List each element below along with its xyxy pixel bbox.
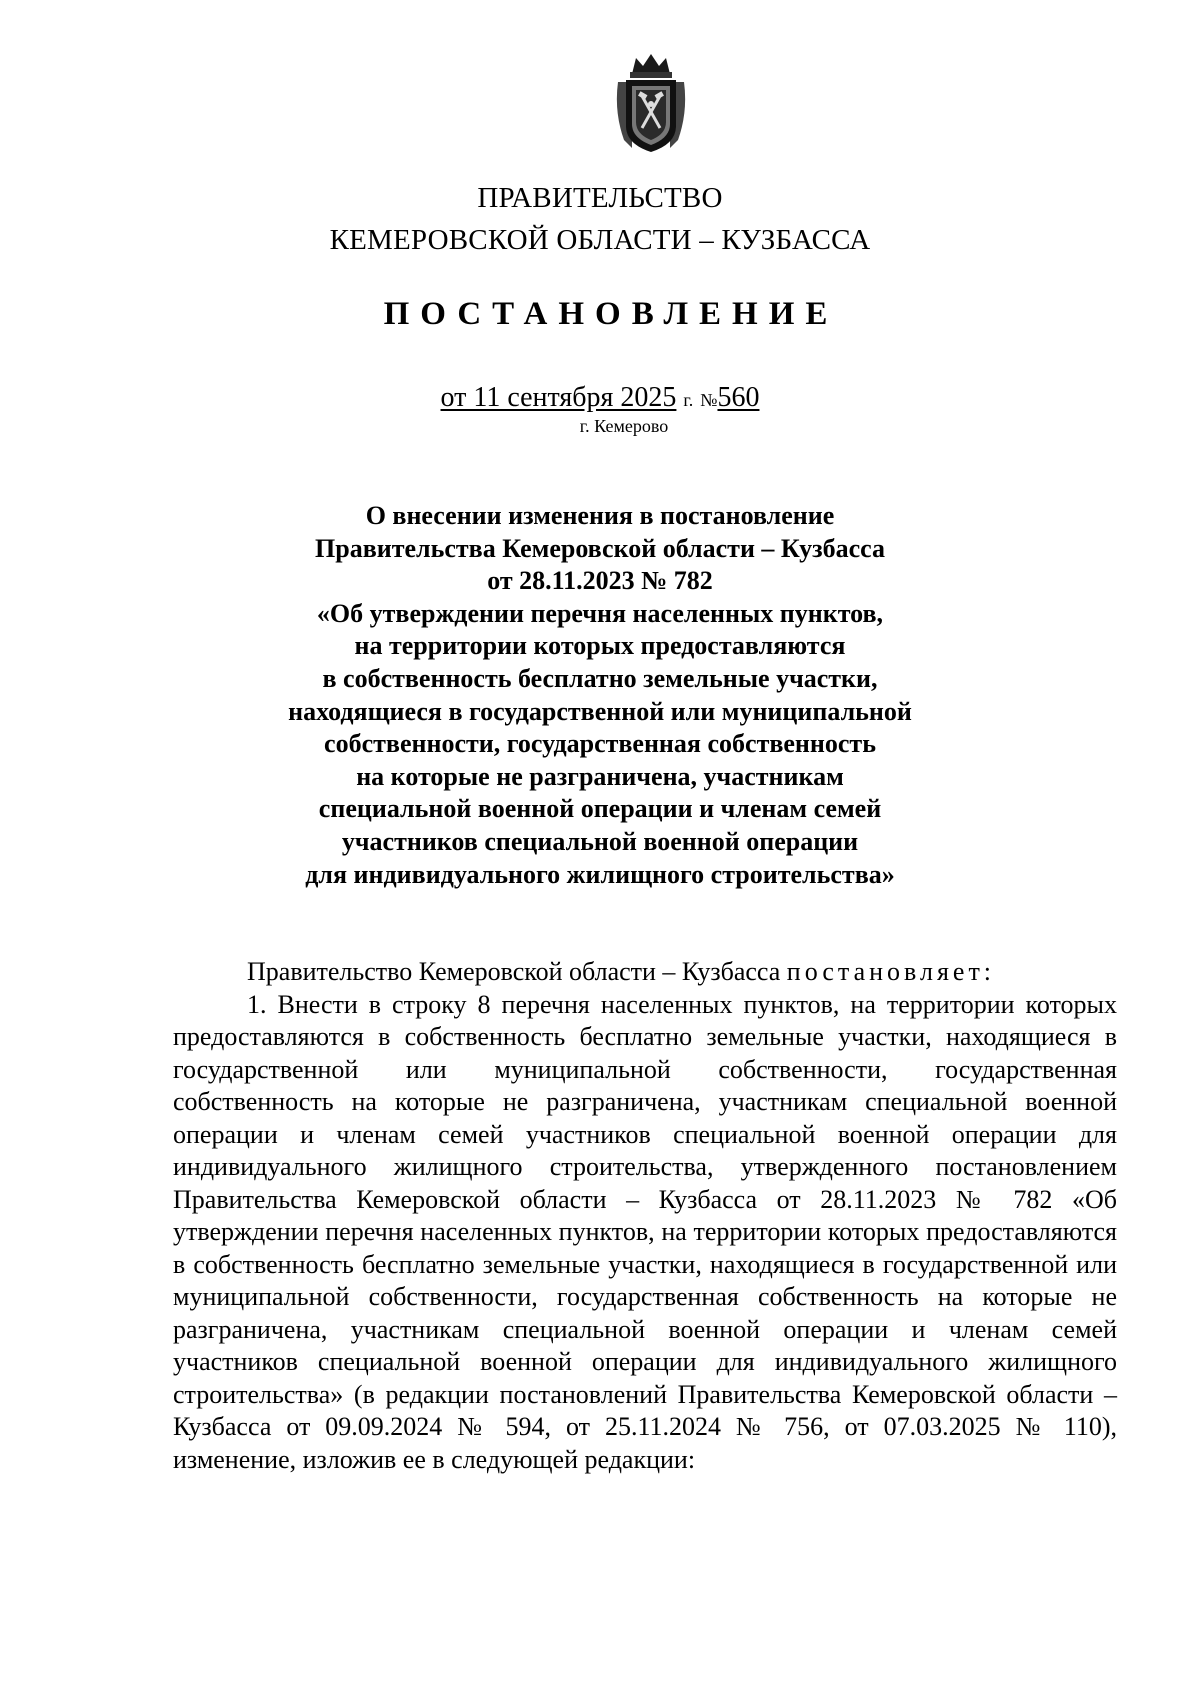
- title-line: на территории которых предоставляются: [354, 631, 846, 661]
- title-line: специальной военной операции и членам семей: [318, 794, 882, 824]
- document-date: от 11 сентября 2025: [440, 382, 677, 413]
- document-type-heading: ПОСТАНОВЛЕНИЕ: [383, 296, 839, 332]
- title-line: участников специальной военной операции: [341, 826, 859, 856]
- year-suffix: г.: [683, 390, 694, 410]
- document-date-number: [0, 382, 1200, 414]
- body-paragraph-1: 1. Внести в строку 8 перечня населенных пунктов, на территории которых предоставляются в собственность бесплатно земельные участки, находящиеся в государственной или муниципальной собственности, государственная собственность на которые не разграничена, участникам специальной военной операции и членам семей участников специальной военной операции для индивидуального жилищного строительства, утвержденного постановлением Правительства Кемеровской области – Кузбасса от 28.11.2023 № 782 «Об утверждении перечня населенных пунктов, на территории которых предоставляются в собственность бесплатно земельные участки, находящиеся в государственной или муниципальной собственности, государственная собственность на которые не разграничена, участникам специальной военной операции и членам семей участников специальной военной операции для индивидуального жилищного строительства» (в редакции постановлений Правительства Кемеровской области – Кузбасса от 09.09.2024 № 594, от 25.11.2024 № 756, от 07.03.2025 № 110), изменение, изложив ее в следующей редакции:: [173, 989, 1117, 1474]
- intro-text: Правительство Кемеровской области – Кузбасса: [247, 957, 787, 986]
- government-name-line2: КЕМЕРОВСКОЙ ОБЛАСТИ – КУЗБАССА: [329, 224, 871, 256]
- government-name-line1: ПРАВИТЕЛЬСТВО: [477, 182, 723, 214]
- kemerovo-region-coat-of-arms-icon: [612, 52, 690, 154]
- document-title: [0, 500, 1200, 891]
- title-line: находящиеся в государственной или муниципальной: [288, 696, 912, 726]
- title-line: в собственность бесплатно земельные участки,: [322, 663, 878, 693]
- title-line: «Об утверждении перечня населенных пунктов,: [316, 598, 884, 628]
- document-number: 560: [717, 382, 760, 413]
- title-line: для индивидуального жилищного строительства»: [305, 859, 895, 889]
- document-body: [173, 956, 1117, 1476]
- title-line: на которые не разграничена, участникам: [356, 761, 844, 791]
- number-sign: №: [700, 390, 718, 410]
- title-line: Правительства Кемеровской области – Кузбасса: [315, 533, 885, 563]
- title-line: собственности, государственная собственность: [324, 729, 876, 759]
- document-city: г. Кемерово: [579, 416, 669, 436]
- title-line: О внесении изменения в постановление: [365, 501, 835, 530]
- intro-resolves: постановляет:: [786, 957, 996, 986]
- body-intro: [173, 956, 1117, 989]
- title-line: от 28.11.2023 № 782: [487, 566, 713, 596]
